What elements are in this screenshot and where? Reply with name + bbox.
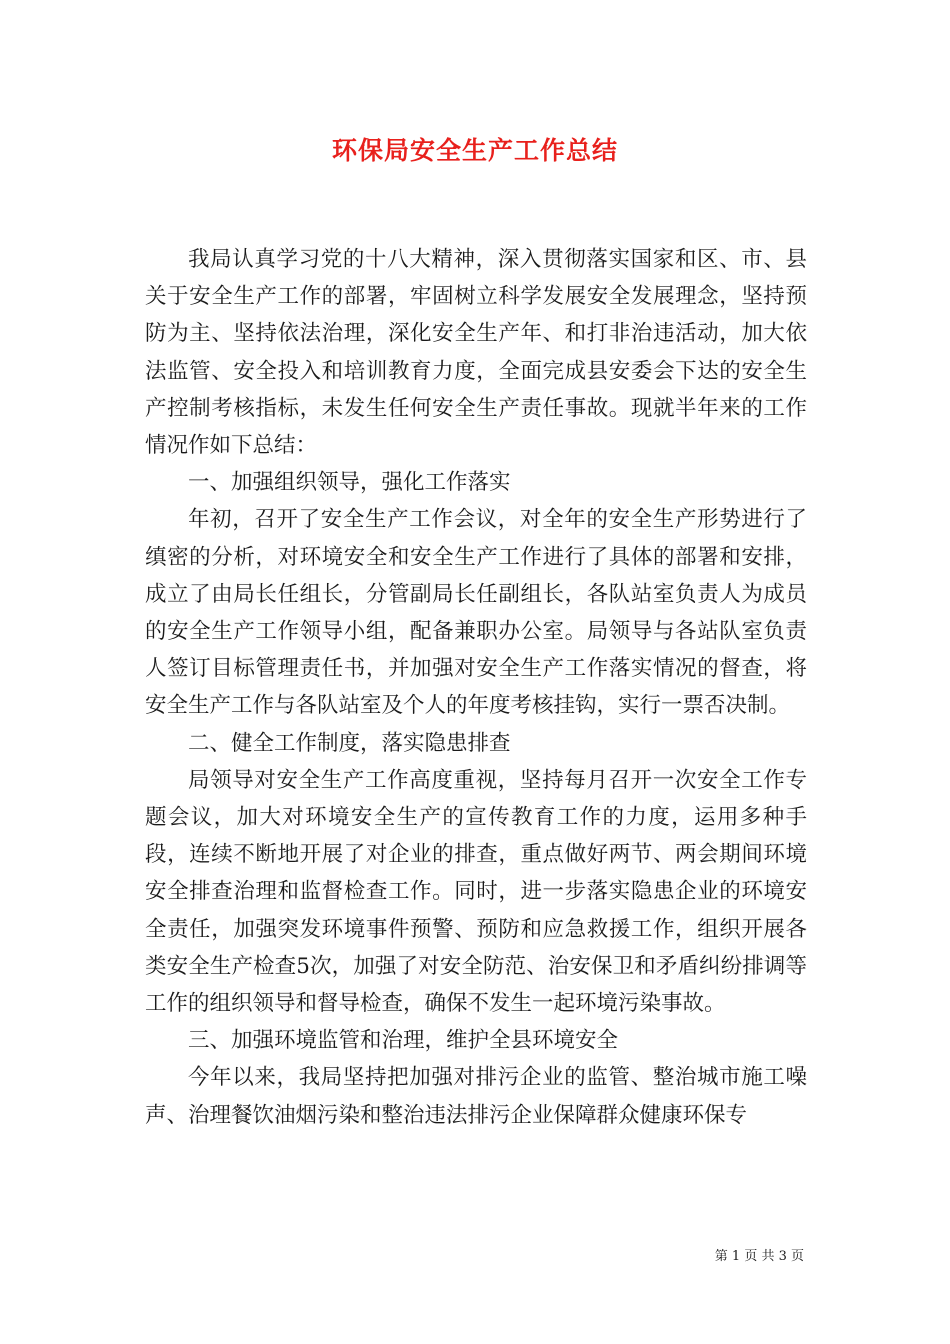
section-heading-3: 三、加强环境监管和治理，维护全县环境安全 <box>188 1028 619 1054</box>
paragraph-intro: 我局认真学习党的十八大精神，深入贯彻落实国家和区、市、县关于安全生产工作的部署，牢固树立科学发展安全发展理念，坚持预防为主、坚持依法治理，深化安全生产年、和打非治违活动，加大依法监管、安全投入和培训教育力度，全面完成县安委会下达的安全生产控制考核指标，未发生任何安全生产责任事故。现就半年来的工作情况作如下总结： <box>145 247 807 459</box>
page-number-text: 第 1 页 共 3 页 <box>714 1249 804 1264</box>
paragraph-section-1: 年初，召开了安全生产工作会议，对全年的安全生产形势进行了缜密的分析，对环境安全和安全生产工作进行了具体的部署和安排，成立了由局长任组长，分管副局长任副组长，各队站室负责人为成员的安全生产工作领导小组，配备兼职办公室。局领导与各站队室负责人签订目标管理责任书，并加强对安全生产工作落实情况的督查，将安全生产工作与各队站室及个人的年度考核挂钩，实行一票否决制。 <box>145 507 807 719</box>
section-heading-2: 二、健全工作制度，落实隐患排查 <box>188 730 511 756</box>
paragraph-section-3: 今年以来，我局坚持把加强对排污企业的监管、整治城市施工噪声、治理餐饮油烟污染和整治违法排污企业保障群众健康环保专 <box>145 1065 807 1128</box>
page-number-footer <box>715 1248 804 1266</box>
document-body <box>145 241 807 1134</box>
paragraph-section-2: 局领导对安全生产工作高度重视，坚持每月召开一次安全工作专题会议，加大对环境安全生产的宣传教育工作的力度，运用多种手段，连续不断地开展了对企业的排查，重点做好两节、两会期间环境安全排查治理和监督检查工作。同时，进一步落实隐患企业的环境安全责任，加强突发环境事件预警、预防和应急救援工作，组织开展各类安全生产检查5次，加强了对安全防范、治安保卫和矛盾纠纷排调等工作的组织领导和督导检查，确保不发生一起环境污染事故。 <box>145 767 807 1017</box>
section-heading-1: 一、加强组织领导，强化工作落实 <box>188 470 511 496</box>
document-title: 环保局安全生产工作总结 <box>331 136 618 165</box>
